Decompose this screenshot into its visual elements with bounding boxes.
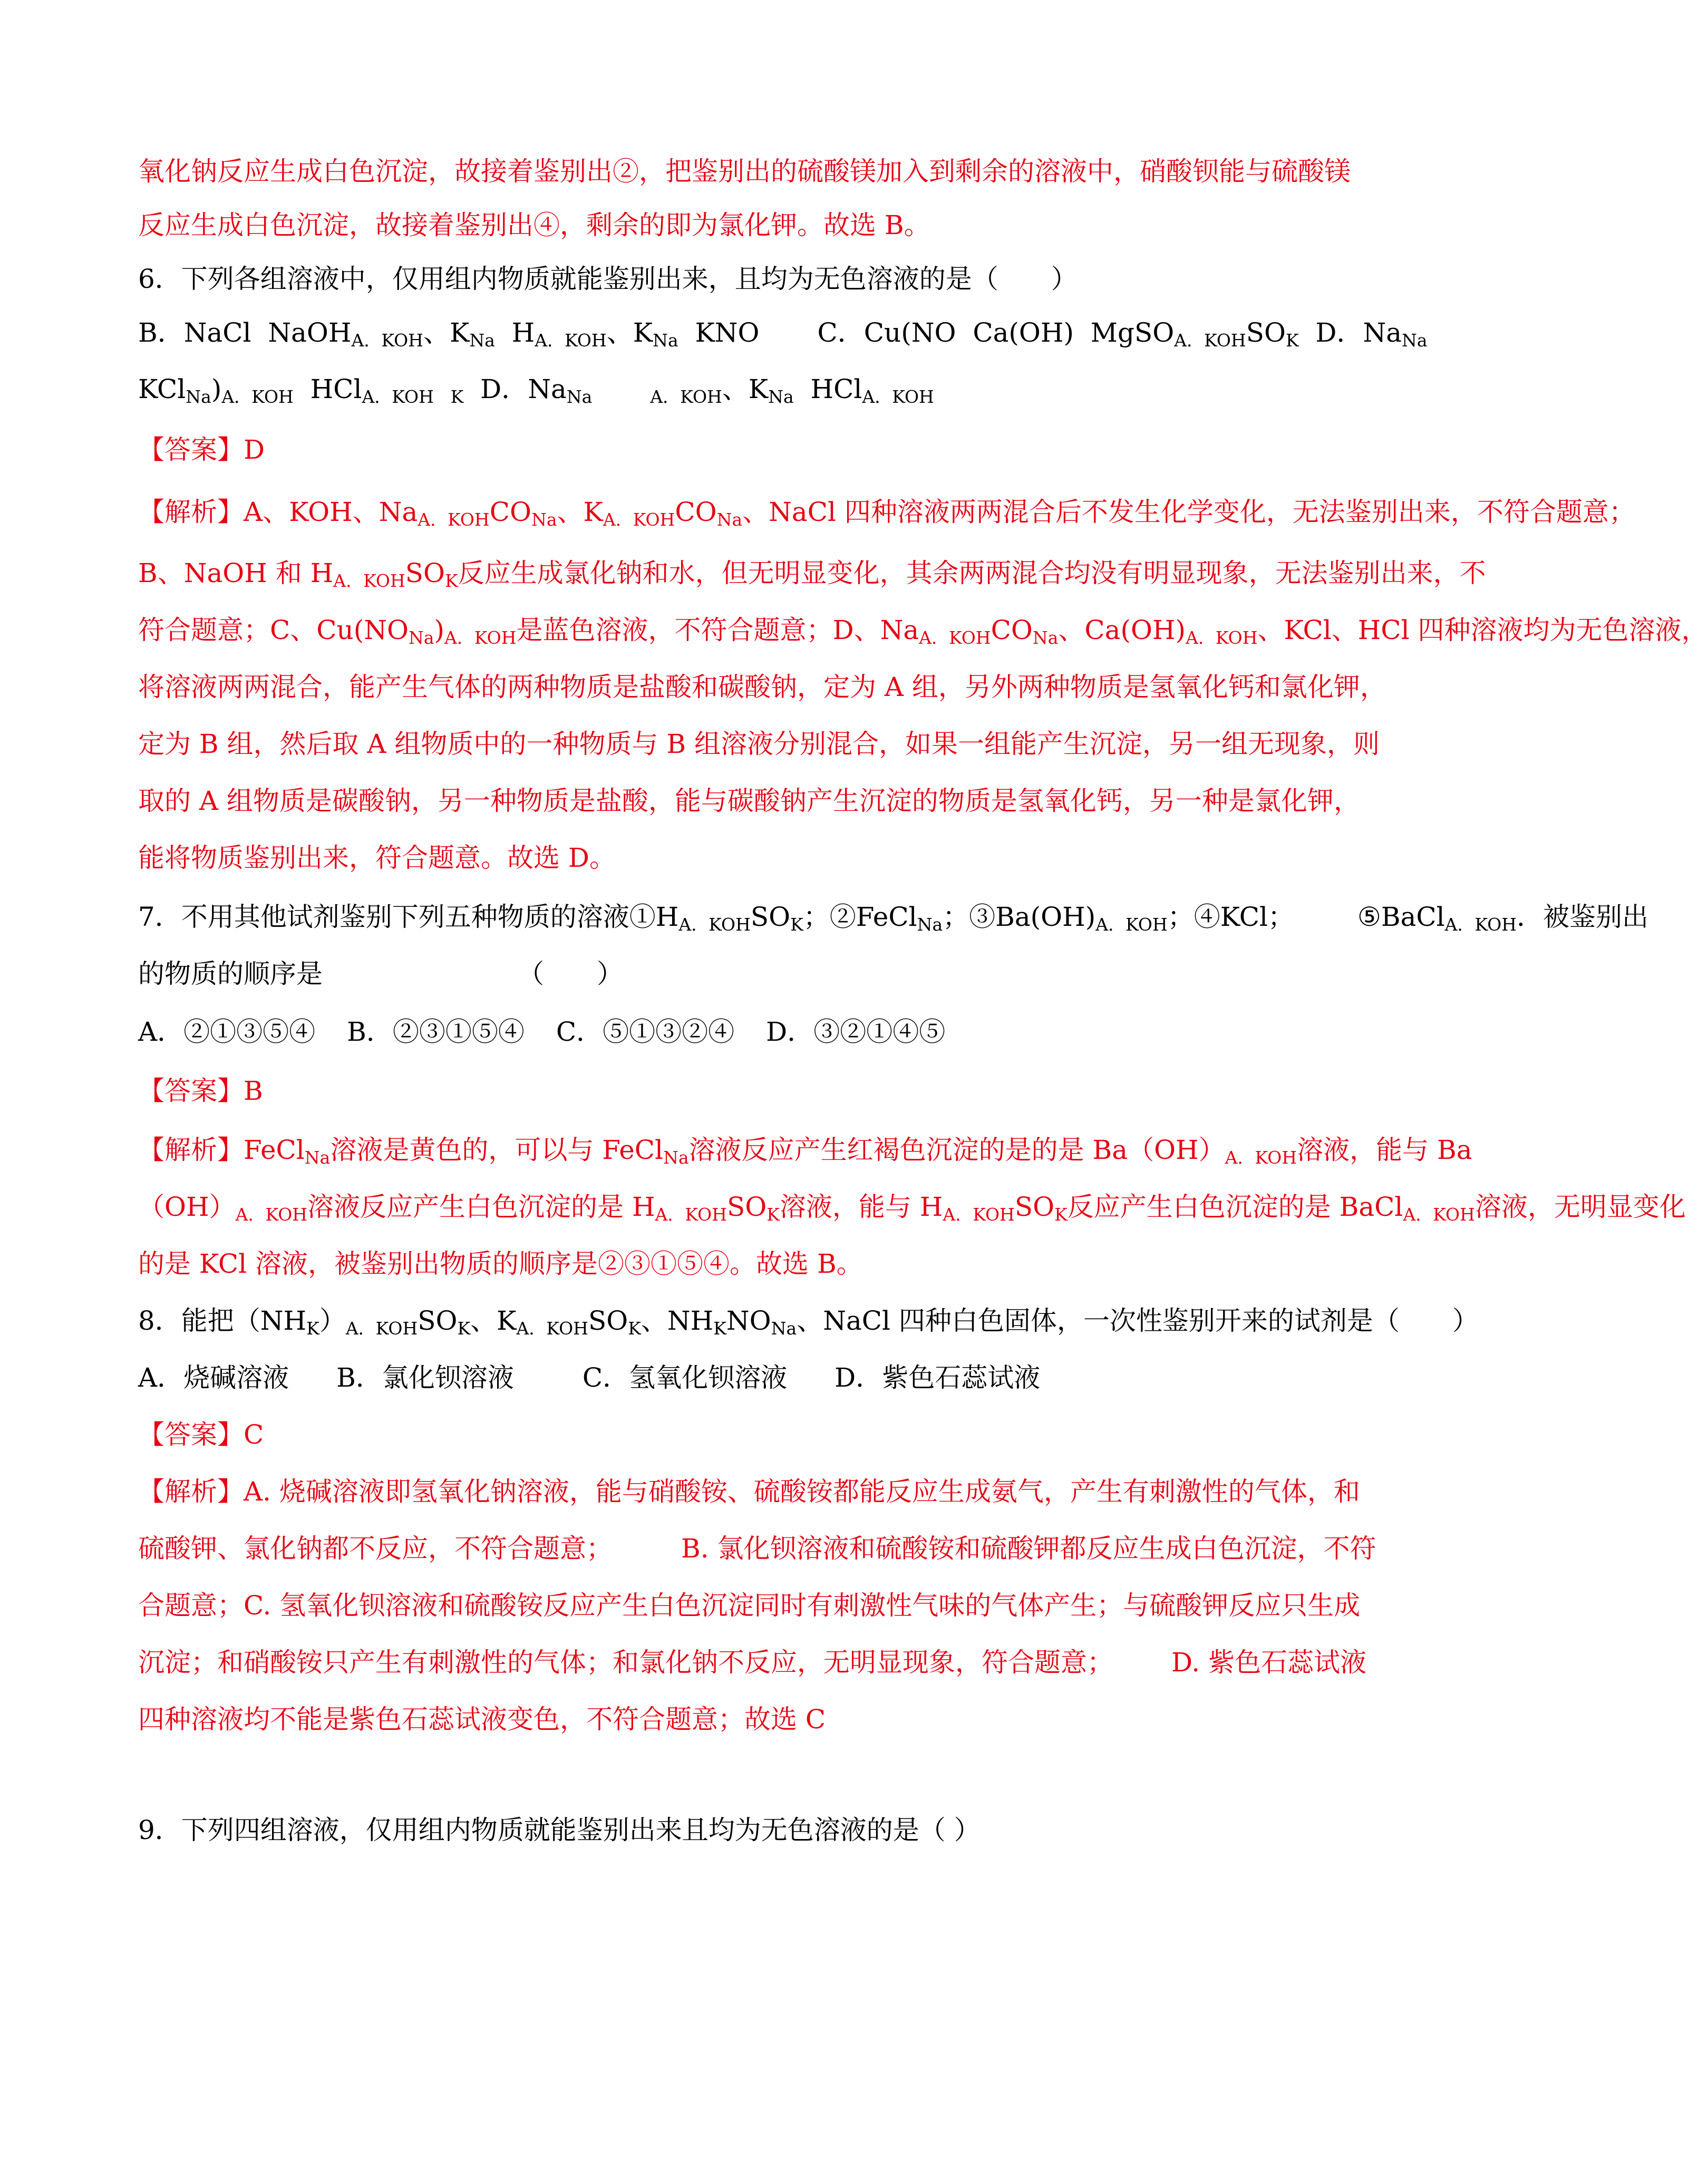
question-8-analysis-line-2: 硫酸钾、氯化钠都不反应，不符合题意； B. 氯化钡溶液和硫酸铵和硫酸钾都反应生成白色沉淀，不符 <box>138 1533 1376 1564</box>
question-6-analysis-line-5: 定为 B 组，然后取 A 组物质中的一种物质与 B 组溶液分别混合，如果一组能产生沉淀，另一组无现象，则 <box>138 729 1380 759</box>
question-6-analysis-line-3: 符合题意；C、$Cu(NO_{Na})_{A.KOH}$是蓝色溶液，不符合题意；D、$Na_{A.KOH}CO_{Na}$、$Ca(OH)_{A.KOH}$、KCl、HCl 四种溶液均为无色溶液， <box>138 615 1708 648</box>
question-6-options-cd: $KCl_{Na})_{A.KOH}$ HCl$_{A.KOH}$ $_K$ D．$Na_{Na}$ $_{A.KOH}$、$K_{Na}$ HCl$_{A.KOH}$ <box>138 374 934 407</box>
question-6-analysis-line-7: 能将物质鉴别出来，符合题意。故选 D。 <box>138 843 616 873</box>
question-7-answer: 【答案】B <box>138 1076 263 1106</box>
question-8-answer: 【答案】C <box>138 1419 264 1450</box>
question-9-stem: 9．下列四组溶液，仅用组内物质就能鉴别出来且均为无色溶液的是（ ） <box>138 1815 981 1845</box>
question-6-analysis-line-2: B、NaOH 和 $H_{A.KOH}SO_K$反应生成氯化钠和水，但无明显变化，其余两两混合均没有明显现象，无法鉴别出来，不 <box>138 558 1486 591</box>
question-7-stem-line-1: 7．不用其他试剂鉴别下列五种物质的溶液$①H_{A.KOH}SO_K$；②FeCl$_{Na}$；$③Ba(OH)_{A.KOH}$；④KCl； ⑤BaCl$_{A.KOH}$．被鉴别出 <box>138 902 1649 935</box>
question-8-analysis-line-3: 合题意；C. 氢氧化钡溶液和硫酸铵反应产生白色沉淀同时有刺激性气味的气体产生；与硫酸钾反应只生成 <box>138 1590 1361 1621</box>
analysis-continuation-line-2: 反应生成白色沉淀，故接着鉴别出④，剩余的即为氯化钾。故选 B。 <box>138 210 930 240</box>
analysis-continuation-line-1: 氧化钠反应生成白色沉淀，故接着鉴别出②，把鉴别出的硫酸镁加入到剩余的溶液中，硝酸钡能与硫酸镁 <box>138 156 1351 187</box>
question-8-options: A．烧碱溶液 B．氯化钡溶液 C．氢氧化钡溶液 D．紫色石蕊试液 <box>138 1362 1041 1393</box>
question-6-answer: 【答案】D <box>138 434 265 465</box>
question-7-analysis-line-1: 【解析】FeCl$_{Na}$溶液是黄色的，可以与 FeCl$_{Na}$溶液反应产生红褐色沉淀的是的是 $Ba(OH)_{A.KOH}$溶液，能与 Ba <box>138 1135 1472 1168</box>
question-8-analysis-line-4: 沉淀；和硝酸铵只产生有刺激性的气体；和氯化钠不反应，无明显现象，符合题意； D. 紫色石蕊试液 <box>138 1647 1367 1678</box>
question-6-analysis-line-4: 将溶液两两混合，能产生气体的两种物质是盐酸和碳酸钠，定为 A 组，另外两种物质是氢氧化钙和氯化钾， <box>138 672 1386 702</box>
question-7-analysis-line-2: $(OH)_{A.KOH}$溶液反应产生白色沉淀的是 $H_{A.KOH}SO_K$溶液，能与 $H_{A.KOH}SO_K$反应产生白色沉淀的是 BaCl$_{A.KOH}$溶液，无明显变化 <box>138 1192 1686 1225</box>
question-8-analysis-line-1: 【解析】A. 烧碱溶液即氢氧化钠溶液，能与硝酸铵、硫酸铵都能反应生成氨气，产生有刺激性的气体，和 <box>138 1476 1360 1507</box>
question-6-options-ab: B．NaCl NaOH$_{A.KOH}$、$K_{Na}$ $H_{A.KOH}$、$K_{Na}$ KNO C．Cu(NO Ca(OH) $MgSO_{A.KOH}SO_K$ D．$Na_{Na}$ <box>138 317 1428 351</box>
question-6-analysis-line-1: 【解析】A、KOH、$Na_{A.KOH}CO_{Na}$、$K_{A.KOH}CO_{Na}$、NaCl 四种溶液两两混合后不发生化学变化，无法鉴别出来，不符合题意； <box>138 497 1635 530</box>
question-7-options: A．②①③⑤④ B．②③①⑤④ C．⑤①③②④ D．③②①④⑤ <box>138 1017 946 1047</box>
question-8-analysis-line-5: 四种溶液均不能是紫色石蕊试液变色，不符合题意；故选 C <box>138 1704 826 1735</box>
question-7-stem-line-2: 的物质的顺序是 （ ） <box>138 959 623 989</box>
question-6-analysis-line-6: 取的 A 组物质是碳酸钠，另一种物质是盐酸，能与碳酸钠产生沉淀的物质是氢氧化钙，另一种是氯化钾， <box>138 786 1360 816</box>
question-8-stem: 8．能把$(NH_K)_{A.KOH}SO_K$、$K_{A.KOH}SO_K$、$NH_KNO_{Na}$、NaCl 四种白色固体，一次性鉴别开来的试剂是（ ） <box>138 1305 1479 1339</box>
question-7-analysis-line-3: 的是 KCl 溶液，被鉴别出物质的顺序是②③①⑤④。故选 B。 <box>138 1249 863 1279</box>
question-6-stem: 6．下列各组溶液中，仅用组内物质就能鉴别出来，且均为无色溶液的是（ ） <box>138 264 1078 294</box>
